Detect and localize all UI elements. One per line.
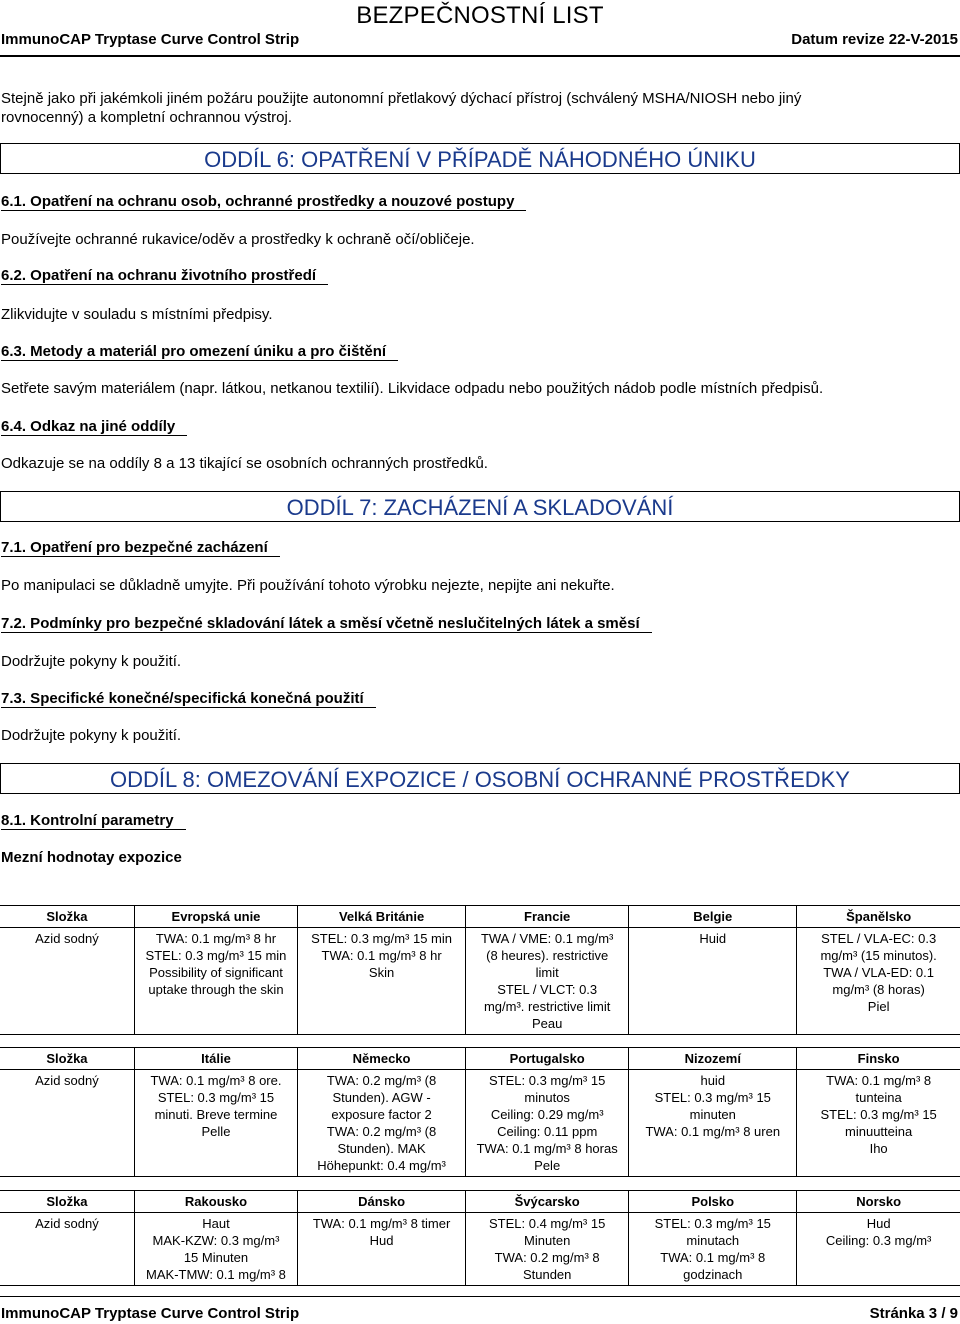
cell-line: Ceiling: 0.29 mg/m³ bbox=[490, 1107, 604, 1122]
table-cell bbox=[629, 1213, 797, 1286]
table-cell bbox=[0, 1070, 134, 1177]
subsection-7-3-heading: 7.3. Specifické konečné/specifická konečná použití bbox=[1, 689, 376, 709]
cell-line: Pele bbox=[534, 1158, 561, 1173]
table-row bbox=[0, 1070, 960, 1177]
column-header: Rakousko bbox=[134, 1191, 297, 1213]
cell-line: TWA: 0.1 mg/m³ 8 bbox=[660, 1250, 766, 1265]
cell-line: STEL: 0.3 mg/m³ 15 min bbox=[311, 931, 453, 946]
cell-line: TWA: 0.1 mg/m³ 8 timer bbox=[312, 1216, 451, 1231]
subsection-7-1-text: Po manipulaci se důkladně umyjte. Při používání tohoto výrobku nejezte, nepijte ani nekuřte. bbox=[1, 577, 615, 594]
cell-line: STEL: 0.3 mg/m³ 15 bbox=[489, 1073, 606, 1088]
cell-line: TWA: 0.1 mg/m³ 8 uren bbox=[645, 1124, 781, 1139]
column-header: Španělsko bbox=[797, 906, 960, 928]
column-header: Složka bbox=[0, 1191, 134, 1213]
cell-line: 15 Minuten bbox=[183, 1250, 249, 1265]
column-header: Francie bbox=[466, 906, 629, 928]
section-7-banner bbox=[0, 491, 960, 522]
table-header-row bbox=[0, 1191, 960, 1213]
cell-line: TWA: 0.2 mg/m³ (8 bbox=[326, 1124, 437, 1139]
cell-line: exposure factor 2 bbox=[331, 1107, 432, 1122]
subsection-6-4-text: Odkazuje se na oddíly 8 a 13 tikající se osobních ochranných prostředků. bbox=[1, 455, 488, 472]
subsection-6-1-text: Používejte ochranné rukavice/oděv a prostředky k ochraně očí/obličeje. bbox=[1, 231, 475, 248]
column-header: Složka bbox=[0, 906, 134, 928]
cell-line: huid bbox=[700, 1073, 726, 1088]
cell-line: STEL: 0.3 mg/m³ 15 bbox=[157, 1090, 275, 1105]
cell-line: limit bbox=[535, 965, 559, 980]
table-cell bbox=[466, 1213, 629, 1286]
cell-line: Stunden). MAK bbox=[337, 1141, 426, 1156]
cell-line: Ceiling: 0.3 mg/m³ bbox=[825, 1233, 932, 1248]
table-cell bbox=[797, 1213, 960, 1286]
cell-line: TWA: 0.1 mg/m³ 8 ore. bbox=[150, 1073, 282, 1088]
cell-line: Azid sodný bbox=[35, 931, 99, 946]
table-cell bbox=[134, 928, 297, 1035]
cell-line: Azid sodný bbox=[35, 1073, 99, 1088]
cell-line: Piel bbox=[867, 999, 890, 1014]
section-6-title: ODDÍL 6: OPATŘENÍ V PŘÍPADĚ NÁHODNÉHO ÚNIKU bbox=[204, 147, 756, 172]
subsection-8-1-heading: 8.1. Kontrolní parametry bbox=[1, 811, 186, 831]
exposure-table-3 bbox=[0, 1190, 960, 1286]
cell-line: mg/m³. restrictive limit bbox=[483, 999, 611, 1014]
footer-product-name: ImmunoCAP Tryptase Curve Control Strip bbox=[1, 1305, 300, 1322]
table-cell bbox=[134, 1070, 297, 1177]
exposure-limits-heading: Mezní hodnotay expozice bbox=[1, 849, 182, 866]
column-header: Německo bbox=[298, 1048, 466, 1070]
cell-line: Stunden). AGW - bbox=[332, 1090, 431, 1105]
section-8-banner bbox=[0, 763, 960, 794]
cell-line: TWA / VME: 0.1 mg/m³ bbox=[480, 931, 614, 946]
table-cell bbox=[0, 928, 134, 1035]
table-cell bbox=[134, 1213, 297, 1286]
table-cell bbox=[629, 928, 797, 1035]
column-header: Finsko bbox=[797, 1048, 960, 1070]
cell-line: (8 heures). restrictive bbox=[486, 948, 609, 963]
cell-line: Minuten bbox=[524, 1233, 571, 1248]
table-cell bbox=[466, 928, 629, 1035]
subsection-6-3-text: Setřete savým materiálem (napr. látkou, netkanou textilií). Likvidace odpadu nebo použitých nádob podle místních předpisů. bbox=[1, 380, 824, 397]
subsection-6-2-text: Zlikvidujte v souladu s místními předpisy. bbox=[1, 306, 273, 323]
column-header: Portugalsko bbox=[466, 1048, 629, 1070]
subsection-7-2-heading: 7.2. Podmínky pro bezpečné skladování látek a směsí včetně neslučitelných látek a směsí bbox=[1, 614, 652, 634]
table-cell bbox=[298, 928, 466, 1035]
header-product-name: ImmunoCAP Tryptase Curve Control Strip bbox=[1, 31, 300, 48]
column-header: Švýcarsko bbox=[466, 1191, 629, 1213]
column-header: Velká Británie bbox=[298, 906, 466, 928]
cell-line: TWA: 0.2 mg/m³ (8 bbox=[326, 1073, 437, 1088]
subsection-6-2-heading: 6.2. Opatření na ochranu životního prostředí bbox=[1, 266, 328, 286]
cell-line: TWA / VLA-ED: 0.1 bbox=[823, 965, 935, 980]
cell-line: minuutteina bbox=[845, 1124, 913, 1139]
footer-page-number: Stránka 3 / 9 bbox=[869, 1305, 958, 1322]
subsection-6-4-heading: 6.4. Odkaz na jiné oddíly bbox=[1, 417, 187, 437]
cell-line: Hud bbox=[866, 1216, 891, 1231]
table-cell bbox=[298, 1070, 466, 1177]
table-cell bbox=[466, 1070, 629, 1177]
table-cell bbox=[0, 1213, 134, 1286]
intro-line-1: Stejně jako při jakémkoli jiném požáru použijte autonomní přetlakový dýchací přístroj (schválený MSHA/NIOSH nebo jiný bbox=[1, 90, 802, 107]
table-cell bbox=[298, 1213, 466, 1286]
cell-line: STEL / VLCT: 0.3 bbox=[497, 982, 598, 997]
cell-line: MAK-KZW: 0.3 mg/m³ bbox=[152, 1233, 280, 1248]
cell-line: STEL: 0.3 mg/m³ 15 min bbox=[145, 948, 287, 963]
cell-line: STEL: 0.3 mg/m³ 15 bbox=[654, 1090, 771, 1105]
cell-line: STEL: 0.3 mg/m³ 15 bbox=[654, 1216, 771, 1231]
subsection-6-3-heading: 6.3. Metody a materiál pro omezení úniku a pro čištění bbox=[1, 342, 398, 362]
cell-line: Stunden bbox=[522, 1267, 572, 1282]
column-header: Složka bbox=[0, 1048, 134, 1070]
cell-line: Ceiling: 0.11 ppm bbox=[497, 1124, 598, 1139]
cell-line: TWA: 0.1 mg/m³ 8 bbox=[826, 1073, 932, 1088]
cell-line: TWA: 0.1 mg/m³ 8 hr bbox=[321, 948, 442, 963]
footer-divider bbox=[0, 1296, 960, 1297]
cell-line: Azid sodný bbox=[35, 1216, 99, 1231]
cell-line: Possibility of significant bbox=[149, 965, 283, 980]
cell-line: Höhepunkt: 0.4 mg/m³ bbox=[317, 1158, 446, 1173]
section-7-title: ODDÍL 7: ZACHÁZENÍ A SKLADOVÁNÍ bbox=[286, 495, 674, 520]
subsection-7-3-text: Dodržujte pokyny k použití. bbox=[1, 727, 182, 744]
table-cell bbox=[797, 1070, 960, 1177]
cell-line: mg/m³ (8 horas) bbox=[832, 982, 925, 997]
intro-line-2: rovnocenný) a kompletní ochrannou výstroj. bbox=[1, 109, 292, 126]
cell-line: tunteina bbox=[855, 1090, 902, 1105]
cell-line: Iho bbox=[869, 1141, 888, 1156]
column-header: Dánsko bbox=[298, 1191, 466, 1213]
exposure-table-2 bbox=[0, 1047, 960, 1177]
subsection-7-1-heading: 7.1. Opatření pro bezpečné zacházení bbox=[1, 538, 280, 558]
column-header: Belgie bbox=[629, 906, 797, 928]
cell-line: minutach bbox=[686, 1233, 740, 1248]
cell-line: uptake through the skin bbox=[148, 982, 284, 997]
subsection-7-2-text: Dodržujte pokyny k použití. bbox=[1, 653, 182, 670]
column-header: Evropská unie bbox=[134, 906, 297, 928]
table-row bbox=[0, 928, 960, 1035]
cell-line: TWA: 0.1 mg/m³ 8 hr bbox=[155, 931, 277, 946]
header-divider bbox=[0, 55, 960, 57]
cell-line: Pelle bbox=[201, 1124, 231, 1139]
cell-line: Skin bbox=[368, 965, 395, 980]
column-header: Polsko bbox=[629, 1191, 797, 1213]
table-cell bbox=[797, 928, 960, 1035]
section-6-banner bbox=[0, 143, 960, 174]
cell-line: godzinach bbox=[683, 1267, 743, 1282]
column-header: Itálie bbox=[134, 1048, 297, 1070]
cell-line: Peau bbox=[531, 1016, 563, 1031]
cell-line: minuti. Breve termine bbox=[154, 1107, 278, 1122]
table-header-row bbox=[0, 906, 960, 928]
table-header-row bbox=[0, 1048, 960, 1070]
cell-line: minuten bbox=[689, 1107, 736, 1122]
cell-line: mg/m³ (15 minutos). bbox=[820, 948, 937, 963]
table-row bbox=[0, 1213, 960, 1286]
cell-line: Hud bbox=[369, 1233, 394, 1248]
section-8-title: ODDÍL 8: OMEZOVÁNÍ EXPOZICE / OSOBNÍ OCHRANNÉ PROSTŘEDKY bbox=[110, 767, 850, 792]
column-header: Norsko bbox=[797, 1191, 960, 1213]
cell-line: MAK-TMW: 0.1 mg/m³ 8 bbox=[146, 1267, 286, 1282]
cell-line: STEL: 0.4 mg/m³ 15 bbox=[489, 1216, 606, 1231]
cell-line: TWA: 0.2 mg/m³ 8 bbox=[494, 1250, 600, 1265]
column-header: Nizozemí bbox=[629, 1048, 797, 1070]
subsection-6-1-heading: 6.1. Opatření na ochranu osob, ochranné prostředky a nouzové postupy bbox=[1, 192, 526, 212]
cell-line: STEL / VLA-EC: 0.3 bbox=[821, 931, 937, 946]
cell-line: TWA: 0.1 mg/m³ 8 horas bbox=[476, 1141, 618, 1156]
table-cell bbox=[629, 1070, 797, 1177]
document-title: BEZPEČNOSTNÍ LIST bbox=[356, 2, 604, 29]
cell-line: Haut bbox=[202, 1216, 230, 1231]
cell-line: Huid bbox=[699, 931, 727, 946]
exposure-table-1 bbox=[0, 905, 960, 1035]
cell-line: STEL: 0.3 mg/m³ 15 bbox=[820, 1107, 937, 1122]
cell-line: minutos bbox=[524, 1090, 570, 1105]
header-revision-date: Datum revize 22-V-2015 bbox=[791, 31, 958, 48]
